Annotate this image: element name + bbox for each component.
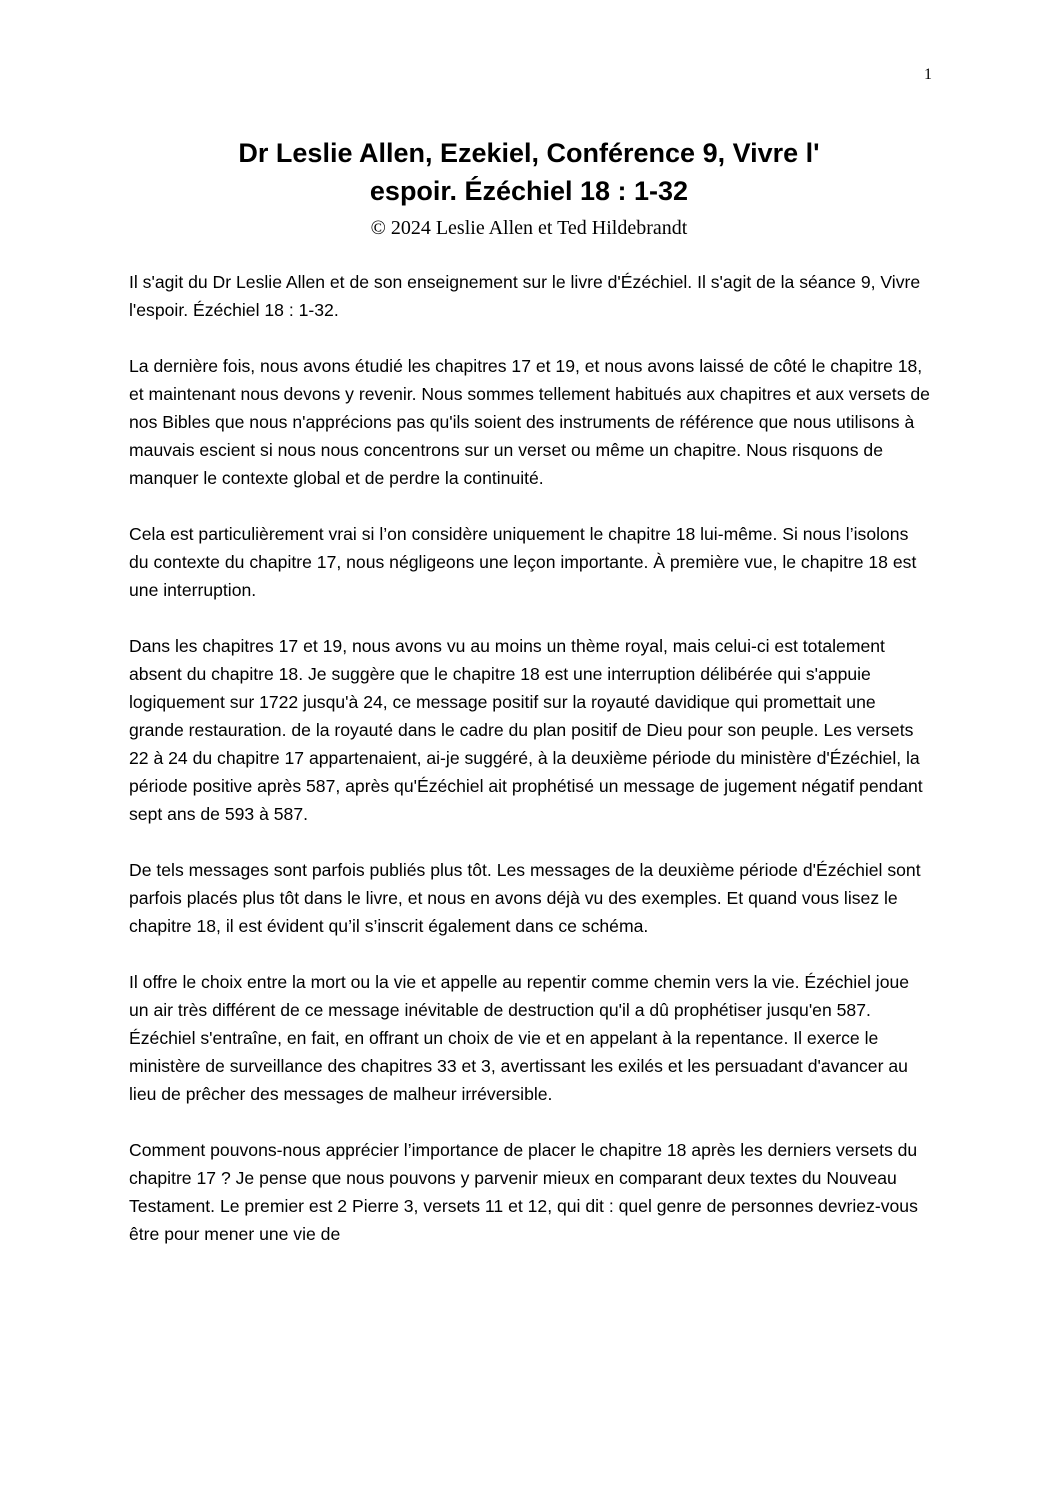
title-line-2: espoir. Ézéchiel 18 : 1-32 — [369, 176, 689, 206]
paragraph: Comment pouvons-nous apprécier l’importance de placer le chapitre 18 après les derniers versets du chapitre 17 ? Je pense que nous pouvons y parvenir mieux en comparant deux textes du Nouveau Testament. Le premier est 2 Pierre 3, versets 11 et 12, qui dit : quel genre de personnes devriez-vous être pour mener une vie de — [129, 1140, 918, 1244]
title-line-1: Dr Leslie Allen, Ezekiel, Conférence 9, Vivre l' — [238, 138, 820, 168]
document-title — [128, 134, 930, 210]
paragraph: La dernière fois, nous avons étudié les chapitres 17 et 19, et nous avons laissé de côté le chapitre 18, et maintenant nous devons y revenir. Nous sommes tellement habitués aux chapitres et aux versets de nos Bibles que nous n'apprécions pas qu'ils soient des instruments de référence que nous utilisons à mauvais escient si nous nous concentrons sur un verset ou même un chapitre. Nous risquons de manquer le contexte global et de perdre la continuité. — [129, 356, 930, 488]
paragraph: Il offre le choix entre la mort ou la vie et appelle au repentir comme chemin vers la vie. Ézéchiel joue un air très différent de ce message inévitable de destruction qu'il a dû prophétiser jusqu'en 587. Ézéchiel s'entraîne, en fait, en offrant un choix de vie et en appelant à la repentance. Il exerce le ministère de surveillance des chapitres 33 et 3, avertissant les exilés et les persuadant d'avancer au lieu de prêcher des messages de malheur irréversible. — [129, 972, 910, 1104]
paragraph: De tels messages sont parfois publiés plus tôt. Les messages de la deuxième période d'Ézéchiel sont parfois placés plus tôt dans le livre, et nous en avons déjà vu des exemples. Et quand vous lisez le chapitre 18, il est évident qu’il s’inscrit également dans ce schéma. — [129, 860, 921, 936]
document-body — [129, 268, 931, 1248]
copyright-notice: © 2024 Leslie Allen et Ted Hildebrandt — [370, 217, 688, 239]
paragraph: Dans les chapitres 17 et 19, nous avons vu au moins un thème royal, mais celui-ci est totalement absent du chapitre 18. Je suggère que le chapitre 18 est une interruption délibérée qui s'appuie logiquement sur 1722 jusqu'à 24, ce message positif sur la royauté davidique qui promettait une grande restauration. de la royauté dans le cadre du plan positif de Dieu pour son peuple. Les versets 22 à 24 du chapitre 17 appartenaient, ai-je suggéré, à la deuxième période du ministère d'Ézéchiel, la période positive après 587, après qu'Ézéchiel ait prophétisé un message de jugement négatif pendant sept ans de 593 à 587. — [129, 636, 923, 824]
paragraph: Cela est particulièrement vrai si l’on considère uniquement le chapitre 18 lui-même. Si nous l’isolons du contexte du chapitre 17, nous négligeons une leçon importante. À première vue, le chapitre 18 est une interruption. — [129, 524, 917, 600]
page-number: 1 — [924, 66, 932, 83]
paragraph: Il s'agit du Dr Leslie Allen et de son enseignement sur le livre d'Ézéchiel. Il s'agit de la séance 9, Vivre l'espoir. Ézéchiel 18 : 1-32. — [129, 272, 921, 320]
